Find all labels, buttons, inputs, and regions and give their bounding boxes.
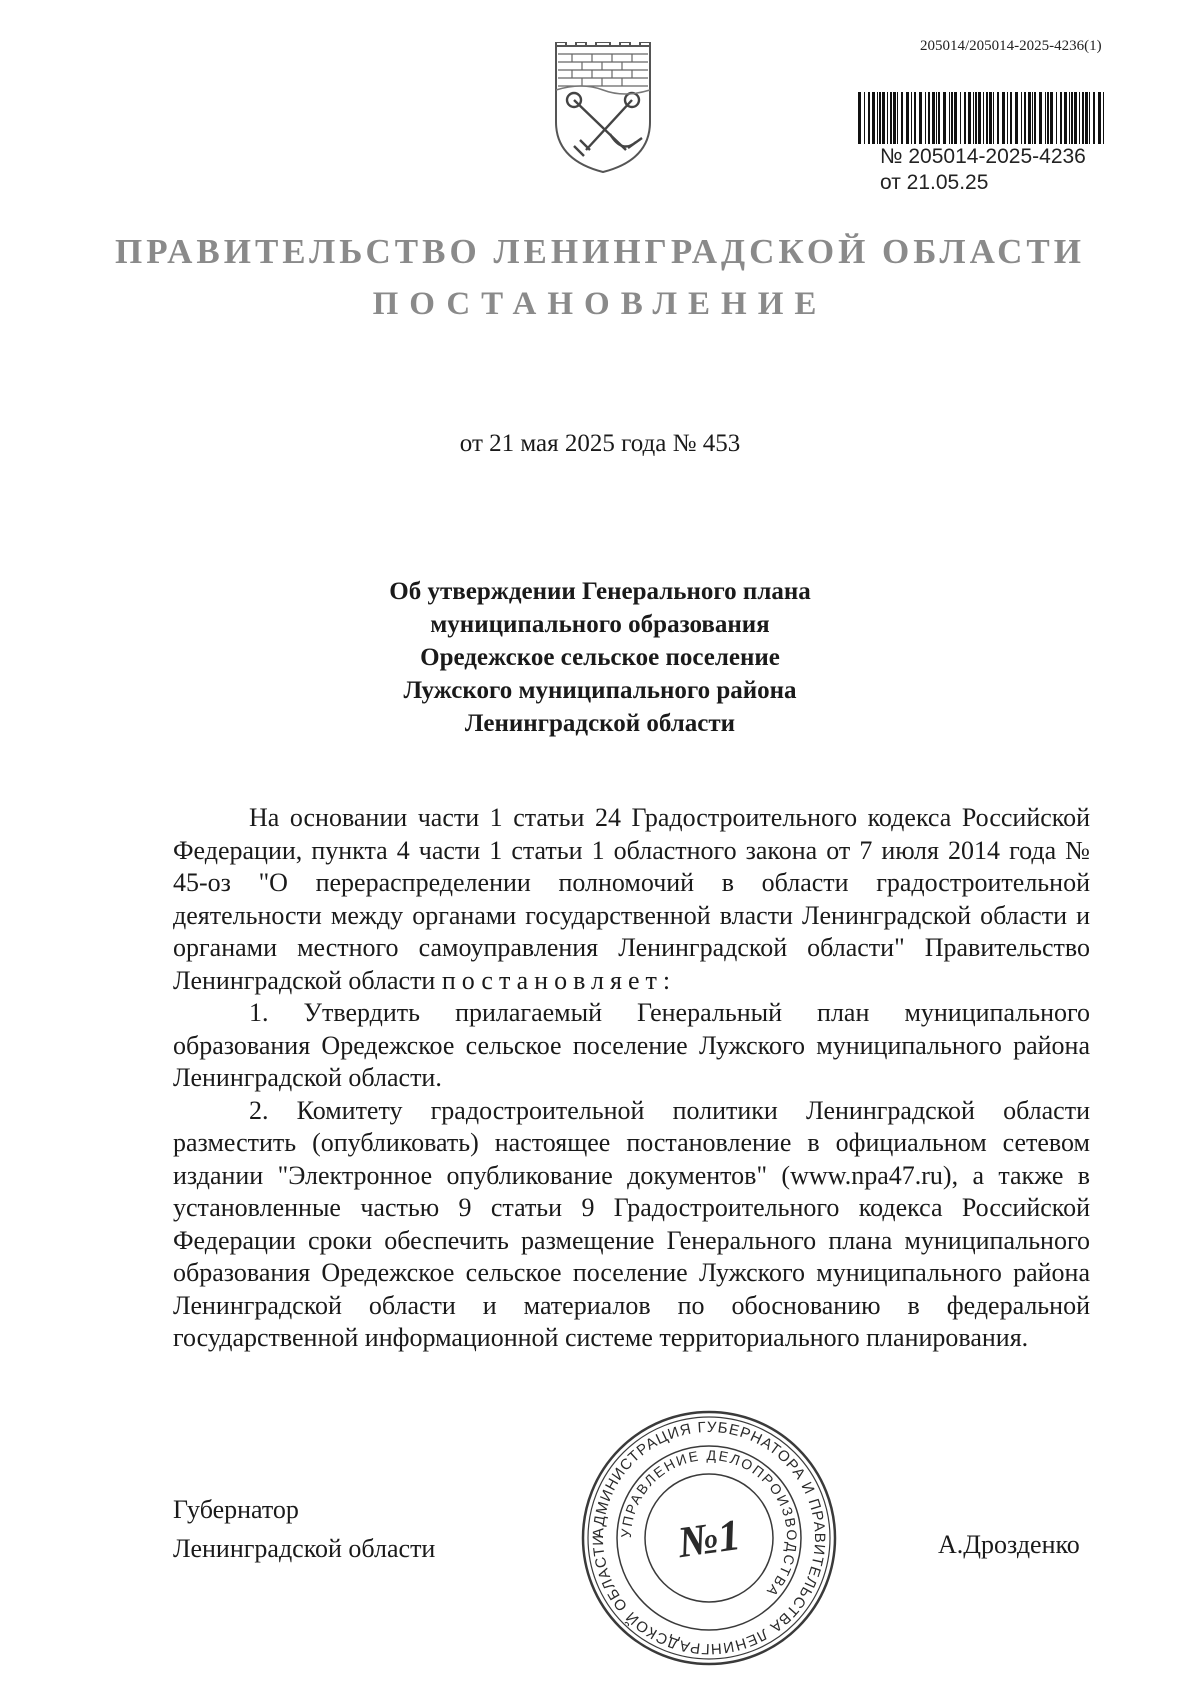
- document-id: 205014/205014-2025-4236(1): [920, 38, 1102, 54]
- subject-line: Оредежское сельское поселение: [420, 644, 780, 671]
- registration-date: от 21.05.25: [880, 171, 989, 194]
- signatory-position-line: Ленинградской области: [173, 1534, 436, 1563]
- stamp-inner-text: УПРАВЛЕНИЕ ДЕЛОПРОИЗВОДСТВА: [617, 1446, 801, 1601]
- government-title: ПРАВИТЕЛЬСТВО ЛЕНИНГРАДСКОЙ ОБЛАСТИ: [114, 232, 1086, 271]
- subject-line: Об утверждении Генерального плана: [389, 578, 811, 605]
- decree-item: 2. Комитету градостроительной политики Ленинградской области разместить (опубликовать) настоящее постановление в официальном сетевом издании "Электронное опубликование документов" (www.npa47.ru), а также в установленные частью 9 статьи 9 Градостроительного кодекса Российской Федерации сроки обеспечить размещение Генерального плана муниципального образования Оредежское сельское поселение Лужского муниципального района Ленинградской области и материалов по обоснованию в федеральной государственной информационной системе территориального планирования.: [173, 1095, 1090, 1352]
- document-body: [173, 802, 1090, 1355]
- stamp-number: №1: [674, 1509, 744, 1568]
- decree-item: 1. Утвердить прилагаемый Генеральный план муниципального образования Оредежское сельское поселение Лужского муниципального района Ленинградской области.: [173, 998, 1090, 1092]
- document-date-number: от 21 мая 2025 года № 453: [459, 430, 741, 457]
- official-stamp: [578, 1407, 840, 1669]
- coat-of-arms-icon: [552, 42, 654, 176]
- barcode-icon: [858, 92, 1106, 144]
- document-type: ПОСТАНОВЛЕНИЕ: [372, 286, 828, 322]
- decree-word: постановляет:: [441, 965, 677, 995]
- document-subject: [200, 575, 1000, 740]
- signatory-position: [173, 1490, 435, 1568]
- signatory-position-line: Губернатор: [173, 1495, 299, 1524]
- subject-line: муниципального образования: [430, 611, 770, 638]
- preamble-paragraph: [173, 802, 1090, 997]
- subject-line: Лужского муниципального района: [403, 677, 797, 704]
- subject-line: Ленинградской области: [464, 710, 736, 737]
- stamp-outer-text: АДМИНИСТРАЦИЯ ГУБЕРНАТОРА И ПРАВИТЕЛЬСТВА ЛЕНИНГРАДСКОЙ ОБЛАСТИ: [589, 1418, 829, 1658]
- preamble-text: На основании части 1 статьи 24 Градостроительного кодекса Российской Федерации, пункта 4 части 1 статьи 1 областного закона от 7 июля 2014 года № 45-оз "О перераспределении полномочий в области градостроительной деятельности между органами государственной власти Ленинградской области и органами местного самоуправления Ленинградской области" Правительство Ленинградской области: [173, 803, 1090, 995]
- signatory-name: А.Дрозденко: [938, 1530, 1080, 1559]
- registration-number: № 205014-2025-4236: [880, 145, 1086, 168]
